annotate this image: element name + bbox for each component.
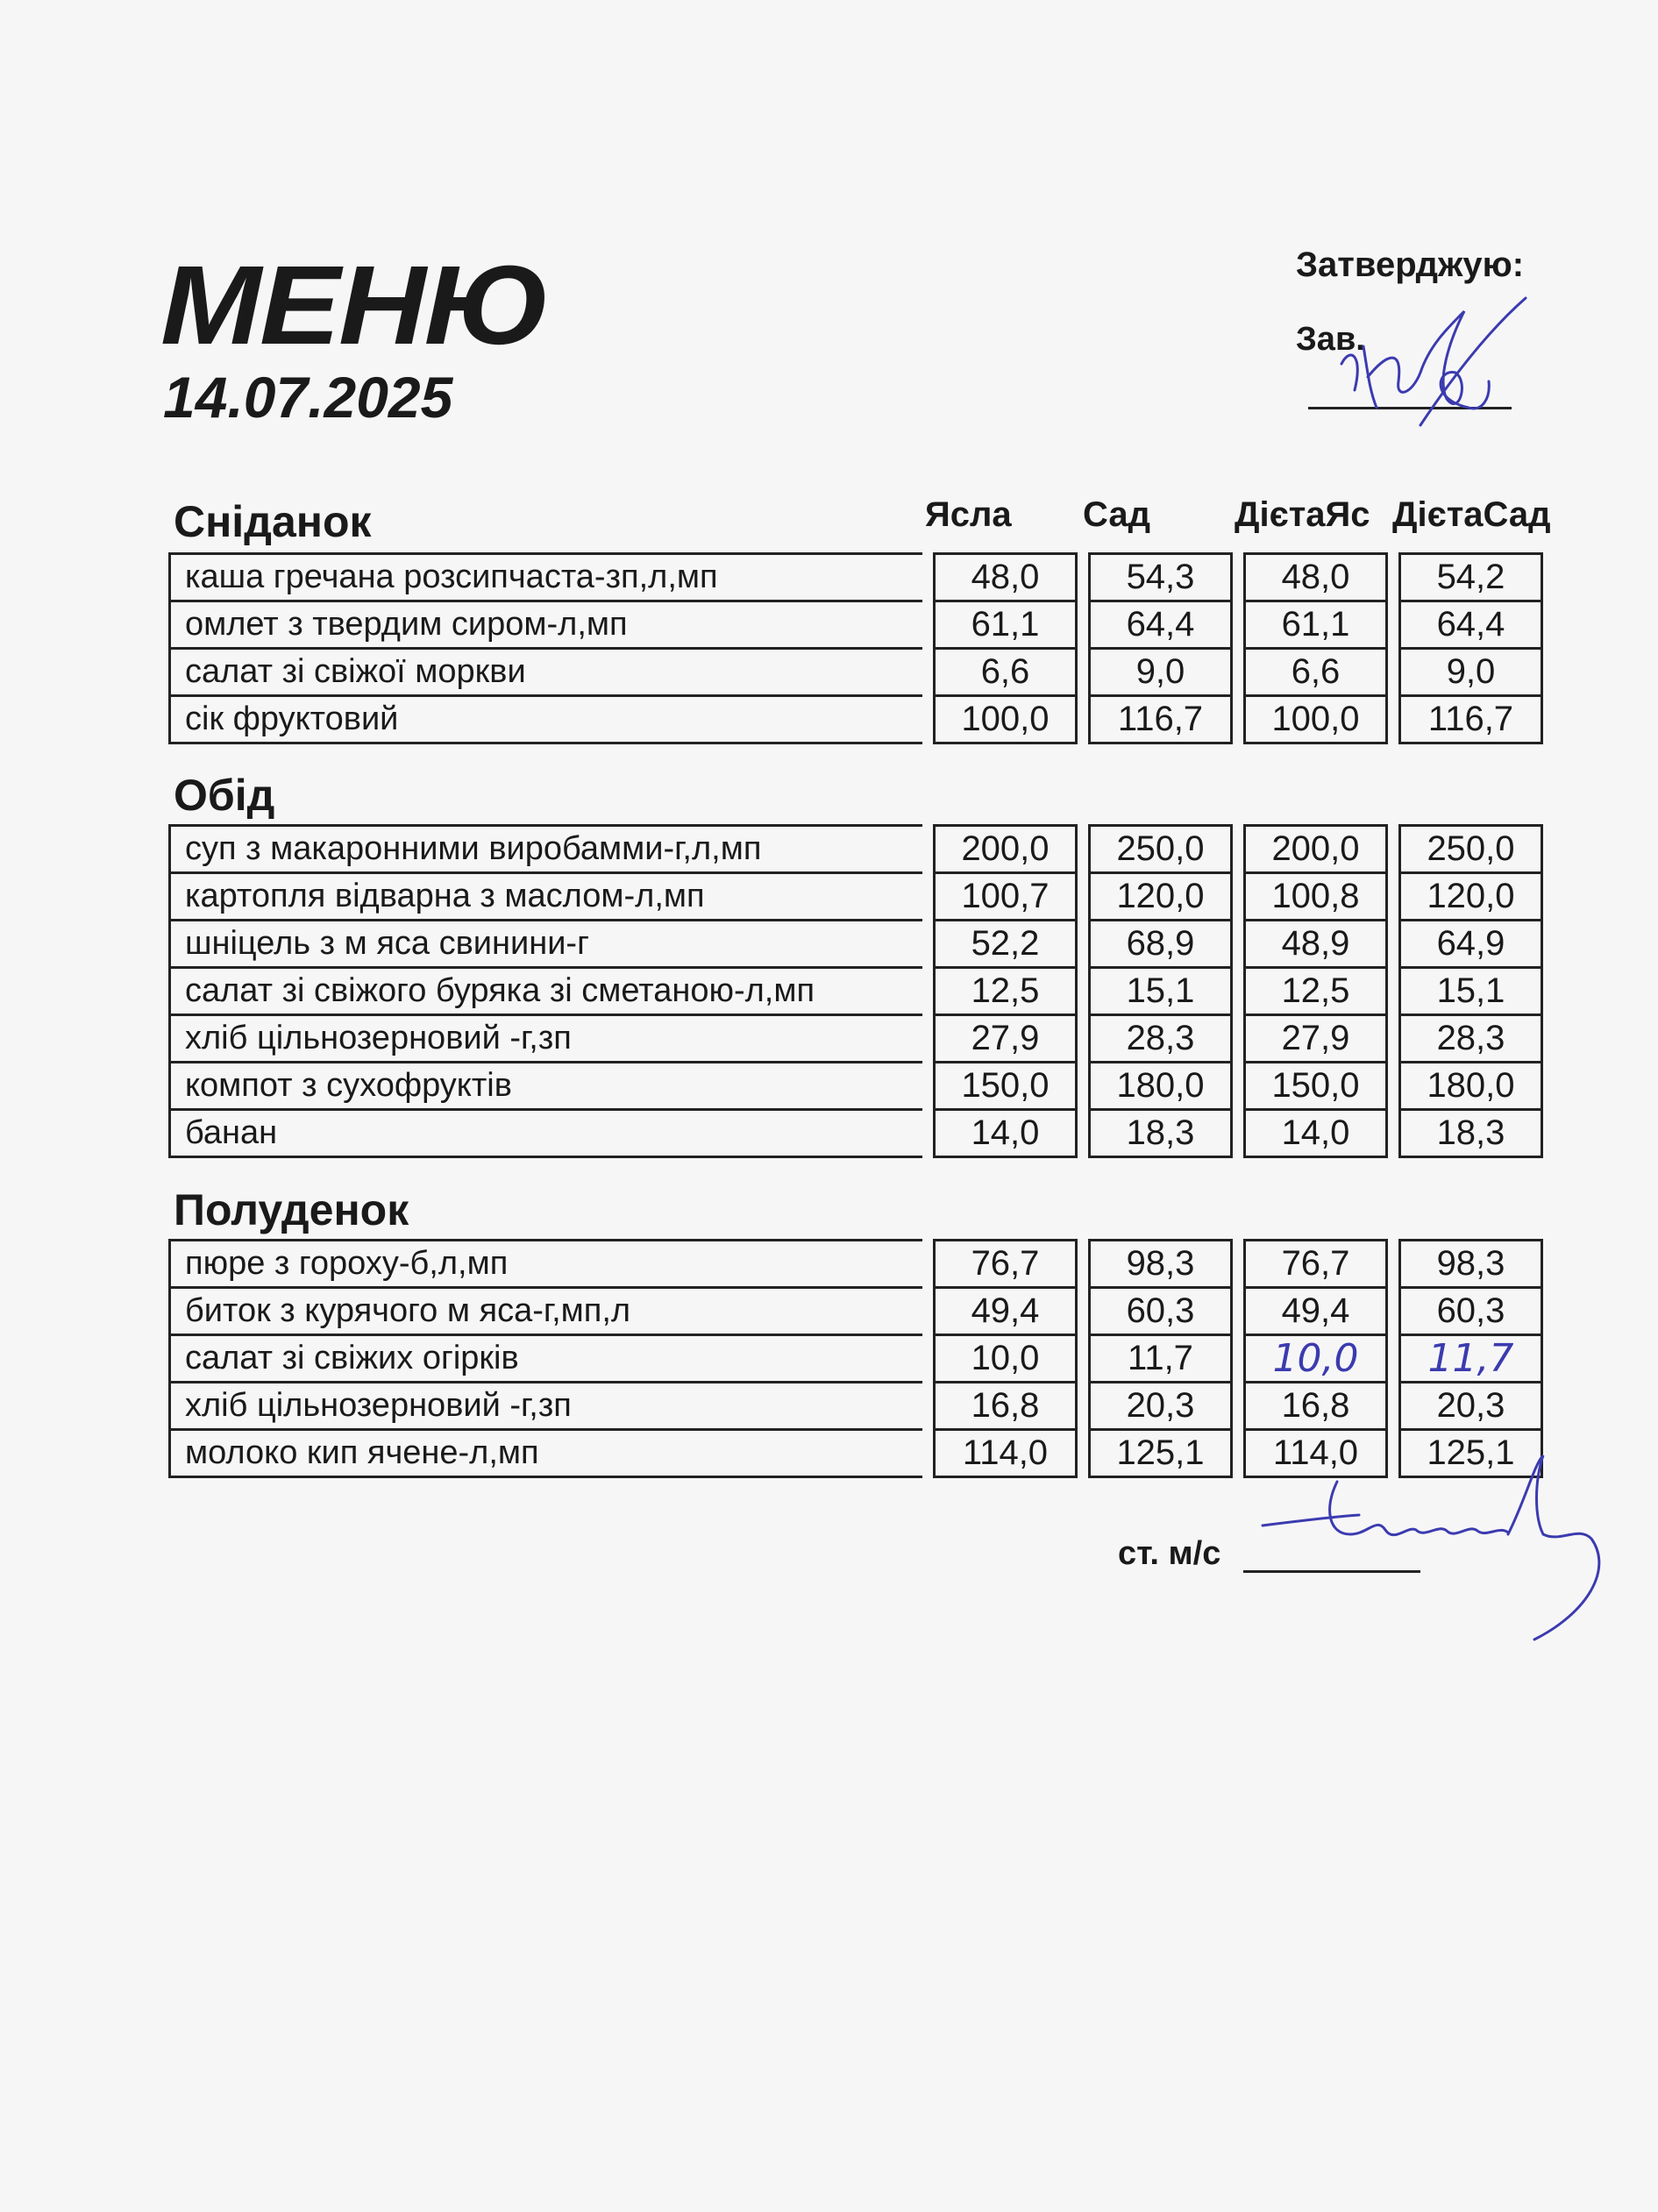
cell-gap — [1078, 552, 1088, 602]
cell-gap — [922, 921, 933, 969]
table-row — [168, 602, 1543, 650]
portion-value: 9,0 — [1088, 650, 1233, 697]
dish-name: картопля відварна з маслом-л,мп — [168, 874, 922, 921]
nurse-signature-icon — [1245, 1447, 1613, 1675]
portion-value: 64,4 — [1088, 602, 1233, 650]
cell-gap — [922, 824, 933, 874]
dish-name: молоко кип ячене-л,мп — [168, 1431, 922, 1478]
breakfast-table — [168, 552, 1543, 744]
lunch-table — [168, 824, 1543, 1158]
cell-gap — [1078, 1239, 1088, 1289]
cell-gap — [1388, 921, 1398, 969]
approve-role: Зав. — [1296, 321, 1365, 358]
cell-gap — [1233, 1431, 1243, 1478]
column-header-yasla: Ясла — [925, 495, 1012, 534]
cell-gap — [1233, 650, 1243, 697]
portion-value: 64,4 — [1398, 602, 1543, 650]
cell-gap — [1233, 1063, 1243, 1111]
table-row — [168, 874, 1543, 921]
cell-gap — [922, 602, 933, 650]
portion-value: 28,3 — [1088, 1016, 1233, 1063]
cell-gap — [1388, 1336, 1398, 1383]
cell-gap — [1233, 1111, 1243, 1158]
cell-gap — [1078, 824, 1088, 874]
portion-value: 27,9 — [933, 1016, 1078, 1063]
cell-gap — [1078, 602, 1088, 650]
portion-value: 200,0 — [933, 824, 1078, 874]
portion-value: 18,3 — [1088, 1111, 1233, 1158]
cell-gap — [1078, 1016, 1088, 1063]
menu-date: 14.07.2025 — [163, 365, 453, 430]
cell-gap — [922, 650, 933, 697]
section-title-afternoon-snack: Полуденок — [174, 1185, 409, 1234]
portion-value: 10,0 — [1243, 1336, 1388, 1383]
portion-value: 49,4 — [1243, 1289, 1388, 1336]
cell-gap — [1388, 1383, 1398, 1431]
portion-value: 114,0 — [1243, 1431, 1388, 1478]
table-row — [168, 1111, 1543, 1158]
cell-gap — [1233, 552, 1243, 602]
cell-gap — [1233, 874, 1243, 921]
cell-gap — [1233, 921, 1243, 969]
portion-value: 98,3 — [1088, 1239, 1233, 1289]
dish-name: суп з макаронними виробамми-г,л,мп — [168, 824, 922, 874]
portion-value: 116,7 — [1398, 697, 1543, 744]
dish-name: салат зі свіжого буряка зі сметаною-л,мп — [168, 969, 922, 1016]
portion-value: 28,3 — [1398, 1016, 1543, 1063]
portion-value: 120,0 — [1398, 874, 1543, 921]
portion-value: 6,6 — [1243, 650, 1388, 697]
portion-value: 150,0 — [1243, 1063, 1388, 1111]
portion-value: 114,0 — [933, 1431, 1078, 1478]
dish-name: банан — [168, 1111, 922, 1158]
cell-gap — [1233, 1383, 1243, 1431]
cell-gap — [1388, 552, 1398, 602]
cell-gap — [922, 1336, 933, 1383]
cell-gap — [1388, 1063, 1398, 1111]
dish-name: хліб цільнозерновий -г,зп — [168, 1016, 922, 1063]
portion-value: 76,7 — [933, 1239, 1078, 1289]
cell-gap — [1388, 650, 1398, 697]
table-row — [168, 1383, 1543, 1431]
section-title-lunch: Обід — [174, 771, 275, 820]
portion-value: 49,4 — [933, 1289, 1078, 1336]
cell-gap — [922, 552, 933, 602]
column-header-sad: Сад — [1083, 495, 1151, 534]
dish-name: хліб цільнозерновий -г,зп — [168, 1383, 922, 1431]
cell-gap — [1233, 602, 1243, 650]
cell-gap — [1388, 1289, 1398, 1336]
table-row — [168, 552, 1543, 602]
table-row — [168, 969, 1543, 1016]
portion-value: 20,3 — [1088, 1383, 1233, 1431]
table-row — [168, 1063, 1543, 1111]
cell-gap — [1388, 1111, 1398, 1158]
portion-value: 12,5 — [1243, 969, 1388, 1016]
column-header-dieta-sad: ДієтаСад — [1392, 495, 1551, 534]
portion-value: 64,9 — [1398, 921, 1543, 969]
cell-gap — [922, 1383, 933, 1431]
portion-value: 68,9 — [1088, 921, 1233, 969]
portion-value: 15,1 — [1088, 969, 1233, 1016]
cell-gap — [1388, 969, 1398, 1016]
dish-name: биток з курячого м яса-г,мп,л — [168, 1289, 922, 1336]
dish-name: салат зі свіжої моркви — [168, 650, 922, 697]
cell-gap — [1233, 1016, 1243, 1063]
table-row — [168, 1289, 1543, 1336]
cell-gap — [922, 969, 933, 1016]
portion-value: 76,7 — [1243, 1239, 1388, 1289]
portion-value: 125,1 — [1088, 1431, 1233, 1478]
portion-value: 116,7 — [1088, 697, 1233, 744]
table-row — [168, 697, 1543, 744]
approve-label: Затверджую: — [1296, 245, 1525, 284]
cell-gap — [1233, 1239, 1243, 1289]
portion-value: 11,7 — [1088, 1336, 1233, 1383]
portion-value: 60,3 — [1088, 1289, 1233, 1336]
portion-value: 100,0 — [933, 697, 1078, 744]
portion-value: 11,7 — [1398, 1336, 1543, 1383]
cell-gap — [1078, 921, 1088, 969]
cell-gap — [922, 1289, 933, 1336]
portion-value: 250,0 — [1398, 824, 1543, 874]
cell-gap — [1078, 1336, 1088, 1383]
cell-gap — [1078, 697, 1088, 744]
portion-value: 180,0 — [1088, 1063, 1233, 1111]
cell-gap — [1233, 697, 1243, 744]
cell-gap — [1078, 650, 1088, 697]
portion-value: 27,9 — [1243, 1016, 1388, 1063]
dish-name: сік фруктовий — [168, 697, 922, 744]
portion-value: 61,1 — [1243, 602, 1388, 650]
portion-value: 9,0 — [1398, 650, 1543, 697]
portion-value: 180,0 — [1398, 1063, 1543, 1111]
table-row — [168, 921, 1543, 969]
cell-gap — [922, 1111, 933, 1158]
portion-value: 250,0 — [1088, 824, 1233, 874]
cell-gap — [922, 1239, 933, 1289]
portion-value: 15,1 — [1398, 969, 1543, 1016]
portion-value: 54,3 — [1088, 552, 1233, 602]
dish-name: омлет з твердим сиром-л,мп — [168, 602, 922, 650]
portion-value: 52,2 — [933, 921, 1078, 969]
cell-gap — [1388, 602, 1398, 650]
portion-value: 100,8 — [1243, 874, 1388, 921]
cell-gap — [1078, 1383, 1088, 1431]
cell-gap — [1078, 1431, 1088, 1478]
cell-gap — [922, 1063, 933, 1111]
portion-value: 150,0 — [933, 1063, 1078, 1111]
cell-gap — [922, 874, 933, 921]
dish-name: каша гречана розсипчаста-зп,л,мп — [168, 552, 922, 602]
cell-gap — [1388, 874, 1398, 921]
portion-value: 120,0 — [1088, 874, 1233, 921]
cell-gap — [1078, 969, 1088, 1016]
cell-gap — [922, 1016, 933, 1063]
portion-value: 16,8 — [1243, 1383, 1388, 1431]
cell-gap — [1078, 874, 1088, 921]
cell-gap — [1388, 824, 1398, 874]
portion-value: 125,1 — [1398, 1431, 1543, 1478]
cell-gap — [1233, 1289, 1243, 1336]
portion-value: 48,9 — [1243, 921, 1388, 969]
dish-name: салат зі свіжих огірків — [168, 1336, 922, 1383]
portion-value: 16,8 — [933, 1383, 1078, 1431]
portion-value: 61,1 — [933, 602, 1078, 650]
portion-value: 54,2 — [1398, 552, 1543, 602]
document-title: МЕНЮ — [160, 243, 549, 368]
portion-value: 60,3 — [1398, 1289, 1543, 1336]
portion-value: 6,6 — [933, 650, 1078, 697]
portion-value: 10,0 — [933, 1336, 1078, 1383]
table-row — [168, 1016, 1543, 1063]
dish-name: шніцель з м яса свинини-г — [168, 921, 922, 969]
portion-value: 20,3 — [1398, 1383, 1543, 1431]
cell-gap — [922, 1431, 933, 1478]
table-row — [168, 650, 1543, 697]
cell-gap — [922, 697, 933, 744]
section-title-breakfast: Сніданок — [174, 497, 372, 546]
cell-gap — [1078, 1063, 1088, 1111]
cell-gap — [1233, 824, 1243, 874]
dish-name: компот з сухофруктів — [168, 1063, 922, 1111]
cell-gap — [1388, 697, 1398, 744]
table-row — [168, 1239, 1543, 1289]
portion-value: 200,0 — [1243, 824, 1388, 874]
portion-value: 48,0 — [1243, 552, 1388, 602]
table-row — [168, 1336, 1543, 1383]
portion-value: 14,0 — [933, 1111, 1078, 1158]
afternoon-snack-table — [168, 1239, 1543, 1478]
cell-gap — [1233, 1336, 1243, 1383]
cell-gap — [1388, 1239, 1398, 1289]
cell-gap — [1078, 1289, 1088, 1336]
portion-value: 100,7 — [933, 874, 1078, 921]
portion-value: 18,3 — [1398, 1111, 1543, 1158]
cell-gap — [1233, 969, 1243, 1016]
table-row — [168, 824, 1543, 874]
portion-value: 98,3 — [1398, 1239, 1543, 1289]
portion-value: 14,0 — [1243, 1111, 1388, 1158]
cell-gap — [1078, 1111, 1088, 1158]
dish-name: пюре з гороху-б,л,мп — [168, 1239, 922, 1289]
portion-value: 48,0 — [933, 552, 1078, 602]
staff-nurse-label: ст. м/с — [1118, 1535, 1221, 1572]
column-header-dieta-yas: ДієтаЯс — [1235, 495, 1370, 534]
cell-gap — [1388, 1016, 1398, 1063]
portion-value: 12,5 — [933, 969, 1078, 1016]
portion-value: 100,0 — [1243, 697, 1388, 744]
director-signature-icon — [1315, 294, 1552, 434]
